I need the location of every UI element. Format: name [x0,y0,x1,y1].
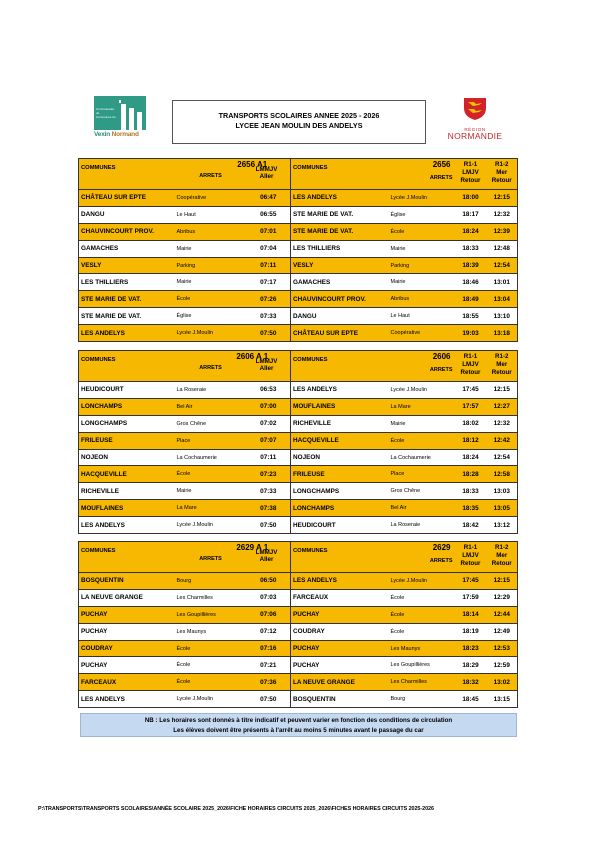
time-aller: 07:03 [247,589,291,606]
time-aller: 07:04 [247,240,291,257]
arrets-header: ARRETS [199,173,222,179]
table-row [79,325,518,342]
commune-aller: COUDRAY [79,640,175,657]
commune-aller: LONCHAMPS [79,398,175,415]
stop-retour: Parking [389,257,455,274]
communaute-communes-logo [94,96,146,138]
document-title-box [172,100,426,144]
commune-aller: LES THILLIERS [79,274,175,291]
stop-retour: Bel Air [389,500,455,517]
time-aller: 07:38 [247,500,291,517]
commune-retour: STE MARIE DE VAT. [291,223,389,240]
days-header: LMMJV [255,549,278,556]
stop-retour: Mairie [389,415,455,432]
time-aller: 07:36 [247,674,291,691]
r1-2-direction: Retour [491,560,512,567]
table-row [79,466,518,483]
commune-retour: COUDRAY [291,623,389,640]
stop-aller: École [175,657,247,674]
stop-aller: École [175,640,247,657]
commune-aller: BOSQUENTIN [79,573,175,590]
r1-2-header [487,159,518,190]
commune-retour: RICHEVILLE [291,415,389,432]
commune-retour: FRILEUSE [291,466,389,483]
time-retour-mer: 12:32 [487,206,518,223]
time-aller: 07:50 [247,691,291,708]
circuit-number-return: 2629 [432,543,451,552]
stop-retour: La Mare [389,398,455,415]
communes-header-return: COMMUNES [291,159,389,190]
logo-text-2: de [96,111,100,115]
r1-1-header [455,542,487,573]
time-aller: 07:11 [247,449,291,466]
direction-header: Aller [259,365,274,372]
time-retour-mer: 13:03 [487,483,518,500]
stop-aller: Place [175,432,247,449]
r1-2-header [487,542,518,573]
r1-1-label: R1-1 [463,544,478,551]
time-retour-lmjv: 18:12 [455,432,487,449]
commune-aller: HEUDICOURT [79,382,175,399]
stop-aller: Le Haut [175,206,247,223]
stop-aller: Gros Chêne [175,415,247,432]
time-retour-lmjv: 18:02 [455,415,487,432]
communes-header: COMMUNES [79,351,175,382]
table-row [79,623,518,640]
time-aller: 07:11 [247,257,291,274]
stop-retour: École [389,623,455,640]
commune-retour: PUCHAY [291,640,389,657]
table-row [79,606,518,623]
time-aller: 07:06 [247,606,291,623]
communes-header-return: COMMUNES [291,351,389,382]
time-retour-mer: 12:29 [487,589,518,606]
time-retour-mer: 12:48 [487,240,518,257]
stop-aller: Mairie [175,483,247,500]
stop-retour: Les Charmilles [389,674,455,691]
commune-aller: STE MARIE DE VAT. [79,291,175,308]
time-retour-lmjv: 18:24 [455,449,487,466]
circuit-header-retour [389,351,455,382]
region-normandie-logo [447,96,503,144]
time-retour-mer: 12:39 [487,223,518,240]
stop-retour: Les Goupillières [389,657,455,674]
circuit-header-aller [175,351,291,382]
commune-retour: LES THILLIERS [291,240,389,257]
time-retour-lmjv: 19:03 [455,325,487,342]
arrets-header-return: ARRETS [429,558,453,564]
table-row [79,674,518,691]
stop-aller: Parking [175,257,247,274]
commune-aller: LONGCHAMPS [79,415,175,432]
circuit-number: 2629 A 1 [236,543,269,552]
commune-retour: GAMACHES [291,274,389,291]
table-row [79,691,518,708]
table-row [79,274,518,291]
time-retour-lmjv: 18:28 [455,466,487,483]
time-retour-lmjv: 18:55 [455,308,487,325]
stop-aller: Les Goupillières [175,606,247,623]
arrets-header: ARRETS [199,556,222,562]
time-retour-lmjv: 18:00 [455,190,487,207]
table-row [79,500,518,517]
r1-2-direction: Retour [491,177,512,184]
stop-aller: Lycée J.Moulin [175,691,247,708]
time-retour-lmjv: 17:45 [455,382,487,399]
commune-aller: LES ANDELYS [79,325,175,342]
days-header: LMMJV [255,358,278,365]
note-line-1: NB : Les horaires sont donnés à titre indicatif et peuvent varier en fonction des conditions de circulation [144,717,453,724]
r1-1-direction: Retour [460,177,481,184]
r1-1-header [455,159,487,190]
time-retour-mer: 12:58 [487,466,518,483]
communes-header: COMMUNES [79,542,175,573]
stop-aller: Lycée J.Moulin [175,517,247,534]
time-retour-mer: 13:02 [487,674,518,691]
stop-retour: Coopérative [389,325,455,342]
time-aller: 06:50 [247,573,291,590]
time-aller: 07:23 [247,466,291,483]
time-retour-lmjv: 18:33 [455,483,487,500]
circuit-number-return: 2606 [432,352,451,361]
commune-aller: LES ANDELYS [79,691,175,708]
region-label-big: NORMANDIE [447,131,503,141]
table-row [79,223,518,240]
time-aller: 07:33 [247,483,291,500]
stop-aller: Bel Air [175,398,247,415]
table-row [79,657,518,674]
commune-retour: PUCHAY [291,606,389,623]
stop-aller: Mairie [175,240,247,257]
arrets-header-return: ARRETS [429,175,453,181]
commune-aller: FARCEAUX [79,674,175,691]
stop-retour: Gros Chêne [389,483,455,500]
time-retour-mer: 12:53 [487,640,518,657]
stop-aller: La Mare [175,500,247,517]
commune-retour: HEUDICOURT [291,517,389,534]
stop-aller: Les Maunys [175,623,247,640]
circuit-number-return: 2656 [432,160,451,169]
table-row [79,432,518,449]
commune-aller: CHÂTEAU SUR EPTE [79,190,175,207]
stop-aller: Les Charmilles [175,589,247,606]
footer-file-path: P:\TRANSPORTS\TRANSPORTS SCOLAIRES\ANNÉE SCOLAIRE 2025_2026\FICHE HORAIRES CIRCUITS 2025_2026\FICHES HORAIRES CIRCUITS 2025-2026 [38,806,434,812]
table-header-row [79,159,518,190]
stop-retour: Mairie [389,240,455,257]
r1-1-direction: Retour [460,560,481,567]
table-row [79,589,518,606]
commune-aller: HACQUEVILLE [79,466,175,483]
table-row [79,398,518,415]
stop-retour: La Roseraie [389,517,455,534]
time-aller: 07:26 [247,291,291,308]
time-retour-mer: 12:54 [487,449,518,466]
commune-retour: LONGCHAMPS [291,483,389,500]
stop-aller: Lycée J.Moulin [175,325,247,342]
castle-logo-image [94,96,146,130]
time-retour-lmjv: 18:33 [455,240,487,257]
time-retour-mer: 12:44 [487,606,518,623]
time-aller: 07:16 [247,640,291,657]
time-retour-mer: 12:15 [487,190,518,207]
commune-retour: LONCHAMPS [291,500,389,517]
time-retour-lmjv: 18:39 [455,257,487,274]
table-row [79,573,518,590]
time-aller: 06:53 [247,382,291,399]
table-row [79,382,518,399]
time-retour-lmjv: 18:42 [455,517,487,534]
r1-1-days: LMJV [462,361,479,368]
time-aller: 07:21 [247,657,291,674]
circuit-number: 2656 A1 [237,160,268,169]
r1-1-days: LMJV [462,552,479,559]
r1-1-header [455,351,487,382]
time-retour-mer: 13:15 [487,691,518,708]
time-retour-mer: 12:49 [487,623,518,640]
stop-retour: Abribus [389,291,455,308]
commune-retour: BOSQUENTIN [291,691,389,708]
table-row [79,240,518,257]
table-header-row [79,351,518,382]
commune-aller: PUCHAY [79,623,175,640]
table-row [79,640,518,657]
stop-retour: Mairie [389,274,455,291]
r1-2-days: Mer [496,361,508,368]
table-row [79,190,518,207]
stop-retour: Les Maunys [389,640,455,657]
commune-aller: FRILEUSE [79,432,175,449]
r1-2-days: Mer [496,552,508,559]
days-header: LMMJV [255,166,278,173]
time-retour-mer: 12:42 [487,432,518,449]
commune-aller: RICHEVILLE [79,483,175,500]
time-aller: 06:47 [247,190,291,207]
commune-aller: NOJEON [79,449,175,466]
schedule-table-2629 [78,541,518,708]
time-retour-lmjv: 17:59 [455,589,487,606]
commune-aller: LES ANDELYS [79,517,175,534]
r1-1-label: R1-1 [463,353,478,360]
time-retour-mer: 13:12 [487,517,518,534]
r1-2-label: R1-2 [495,161,509,168]
commune-retour: LES ANDELYS [291,573,389,590]
schedule-table-2656 [78,158,518,342]
time-retour-mer: 12:15 [487,573,518,590]
time-retour-lmjv: 18:23 [455,640,487,657]
circuit-number: 2606 A 1 [236,352,269,361]
time-aller: 07:50 [247,325,291,342]
stop-retour: Lycée J.Moulin [389,190,455,207]
commune-aller: VESLY [79,257,175,274]
stop-retour: La Cochaumerie [389,449,455,466]
stop-retour: École [389,223,455,240]
note-line-2: Les élèves doivent être présents à l'arrêt au moins 5 minutes avant le passage du car [173,727,424,734]
time-retour-mer: 13:04 [487,291,518,308]
time-retour-lmjv: 17:57 [455,398,487,415]
table-header-row [79,542,518,573]
stop-aller: Bourg [175,573,247,590]
time-aller: 07:00 [247,398,291,415]
commune-retour: HACQUEVILLE [291,432,389,449]
time-aller: 06:55 [247,206,291,223]
commune-aller: GAMACHES [79,240,175,257]
commune-retour: STE MARIE DE VAT. [291,206,389,223]
commune-aller: CHAUVINCOURT PROV. [79,223,175,240]
stop-aller: Église [175,308,247,325]
commune-retour: CHÂTEAU SUR EPTE [291,325,389,342]
communes-header-return: COMMUNES [291,542,389,573]
r1-2-label: R1-2 [495,353,509,360]
circuit-header-aller [175,542,291,573]
commune-retour: NOJEON [291,449,389,466]
time-retour-mer: 12:32 [487,415,518,432]
r1-2-label: R1-2 [495,544,509,551]
time-retour-lmjv: 18:45 [455,691,487,708]
r1-1-direction: Retour [460,369,481,376]
commune-retour: MOUFLAINES [291,398,389,415]
commune-aller: PUCHAY [79,606,175,623]
logo-text-1: Communauté [96,107,115,111]
time-retour-lmjv: 18:29 [455,657,487,674]
stop-aller: École [175,674,247,691]
commune-retour: VESLY [291,257,389,274]
time-retour-mer: 13:01 [487,274,518,291]
schedule-table-2606 [78,350,518,534]
time-retour-lmjv: 18:32 [455,674,487,691]
table-row [79,483,518,500]
region-label-small: RÉGION [464,127,486,132]
stop-retour: École [389,589,455,606]
time-retour-lmjv: 18:14 [455,606,487,623]
commune-retour: FARCEAUX [291,589,389,606]
time-aller: 07:17 [247,274,291,291]
direction-header: Aller [259,556,274,563]
circuit-header-retour [389,159,455,190]
stop-aller: Coopérative [175,190,247,207]
stop-retour: Le Haut [389,308,455,325]
stop-retour: Lycée J.Moulin [389,573,455,590]
time-aller: 07:02 [247,415,291,432]
commune-retour: DANGU [291,308,389,325]
stop-retour: Lycée J.Moulin [389,382,455,399]
table-row [79,206,518,223]
communes-header: COMMUNES [79,159,175,190]
commune-retour: LA NEUVE GRANGE [291,674,389,691]
commune-retour: PUCHAY [291,657,389,674]
circuit-header-retour [389,542,455,573]
commune-aller: STE MARIE DE VAT. [79,308,175,325]
commune-aller: LA NEUVE GRANGE [79,589,175,606]
direction-header: Aller [259,173,274,180]
time-retour-lmjv: 18:46 [455,274,487,291]
time-retour-mer: 12:59 [487,657,518,674]
time-aller: 07:12 [247,623,291,640]
time-aller: 07:01 [247,223,291,240]
time-aller: 07:07 [247,432,291,449]
circuit-header-aller [175,159,291,190]
logo-brand-part-2: Normand [111,131,139,138]
r1-1-label: R1-1 [463,161,478,168]
time-retour-lmjv: 17:45 [455,573,487,590]
r1-2-days: Mer [496,169,508,176]
time-retour-lmjv: 18:24 [455,223,487,240]
logo-brand [94,131,146,138]
logo-text-3: Communes du [96,115,116,119]
arrets-header-return: ARRETS [429,367,453,373]
time-aller: 07:50 [247,517,291,534]
table-row [79,517,518,534]
time-retour-mer: 13:18 [487,325,518,342]
logo-brand-part-1: Vexin [94,131,112,138]
stop-retour: École [389,606,455,623]
stop-aller: Abribus [175,223,247,240]
time-retour-mer: 12:54 [487,257,518,274]
title-line-1: TRANSPORTS SCOLAIRES ANNEE 2025 - 2026 [218,111,380,120]
table-row [79,257,518,274]
r1-2-header [487,351,518,382]
stop-aller: École [175,466,247,483]
commune-retour: LES ANDELYS [291,190,389,207]
stop-aller: La Cochaumerie [175,449,247,466]
stop-retour: Place [389,466,455,483]
commune-aller: DANGU [79,206,175,223]
stop-aller: La Roseraie [175,382,247,399]
table-row [79,449,518,466]
time-retour-lmjv: 18:17 [455,206,487,223]
normandy-shield-icon [462,96,488,121]
r1-2-direction: Retour [491,369,512,376]
title-line-2: LYCEE JEAN MOULIN DES ANDELYS [235,121,363,130]
commune-retour: LES ANDELYS [291,382,389,399]
table-row [79,308,518,325]
stop-aller: École [175,291,247,308]
commune-aller: MOUFLAINES [79,500,175,517]
table-row [79,291,518,308]
stop-aller: Mairie [175,274,247,291]
time-retour-lmjv: 18:19 [455,623,487,640]
time-retour-mer: 13:10 [487,308,518,325]
time-retour-mer: 13:05 [487,500,518,517]
r1-1-days: LMJV [462,169,479,176]
time-retour-lmjv: 18:35 [455,500,487,517]
commune-aller: PUCHAY [79,657,175,674]
commune-retour: CHAUVINCOURT PROV. [291,291,389,308]
stop-retour: Bourg [389,691,455,708]
note-box [80,713,517,737]
stop-retour: École [389,432,455,449]
table-row [79,415,518,432]
time-aller: 07:33 [247,308,291,325]
time-retour-mer: 12:27 [487,398,518,415]
stop-retour: Église [389,206,455,223]
time-retour-lmjv: 18:49 [455,291,487,308]
arrets-header: ARRETS [199,365,222,371]
time-retour-mer: 12:15 [487,382,518,399]
